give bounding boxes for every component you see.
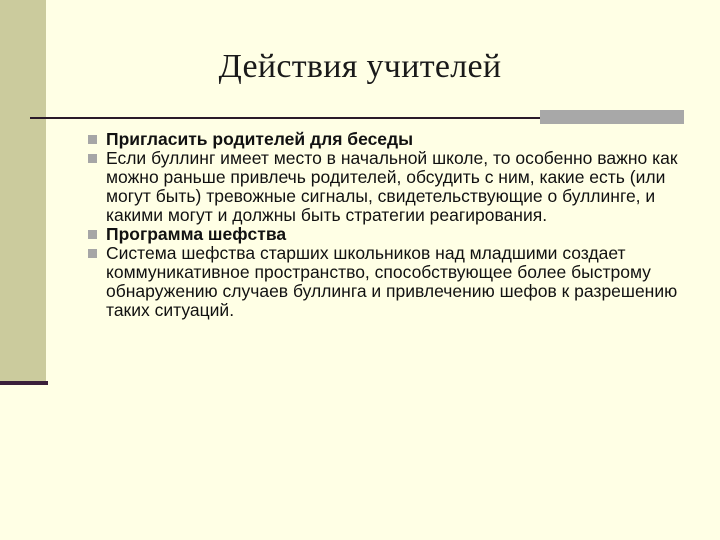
list-item <box>88 130 688 149</box>
square-bullet-icon <box>88 230 97 239</box>
slide-title: Действия учителей <box>218 48 502 85</box>
list-item <box>88 225 688 244</box>
list-item <box>88 244 688 320</box>
square-bullet-icon <box>88 135 97 144</box>
title-accent-bar <box>540 110 684 124</box>
square-bullet-icon <box>88 154 97 163</box>
left-band-rule <box>0 381 48 385</box>
bullet-text: Пригласить родителей для беседы <box>106 129 414 149</box>
square-bullet-icon <box>88 249 97 258</box>
bullet-text: Если буллинг имеет место в начальной школе, то особенно важно как можно раньше привлечь родителей, обсудить с ним, какие есть (или могут быть) тревожные сигналы, свидетельствующие о буллинге, и какими могут и должны быть стратегии реагирования. <box>106 148 678 225</box>
left-decorative-band <box>0 0 46 383</box>
bullet-text: Система шефства старших школьников над младшими создает коммуникативное пространство, способствующее более быстрому обнаружению случаев буллинга и привлечению шефов к разрешению таких ситуаций. <box>106 243 678 320</box>
bullet-text: Программа шефства <box>106 224 287 244</box>
bullet-list <box>88 130 688 320</box>
list-item <box>88 149 688 225</box>
